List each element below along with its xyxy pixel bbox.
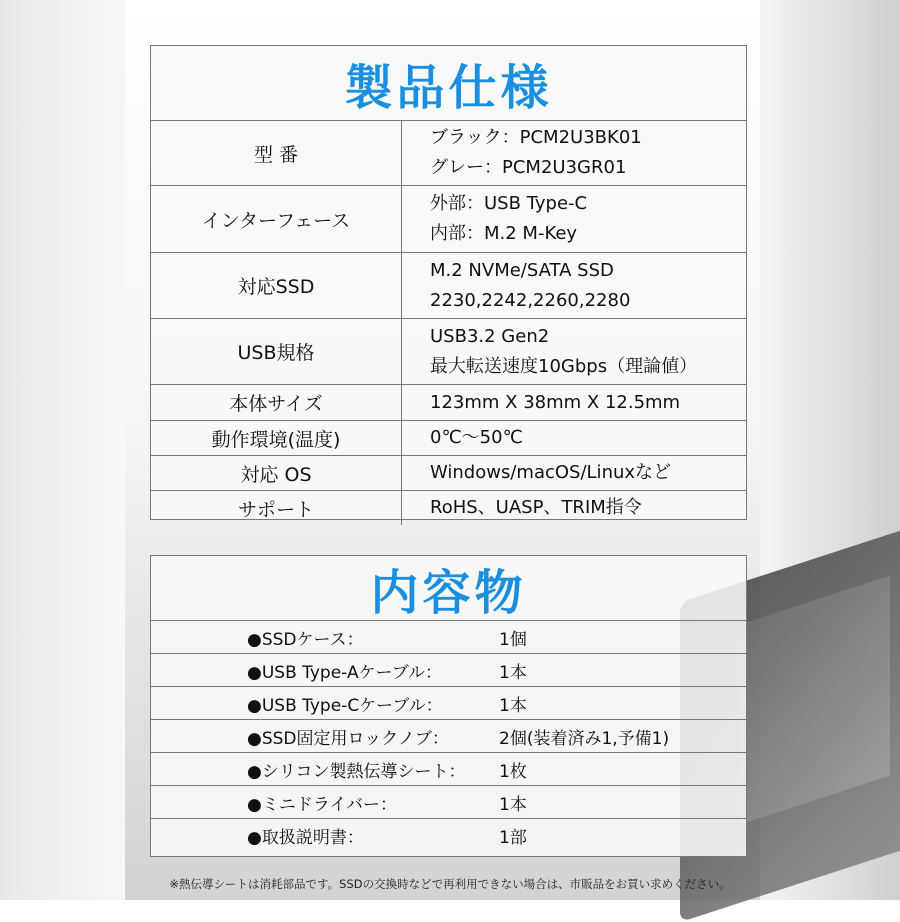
spec-table [150,45,747,520]
contents-item-quantity: 1本 [499,695,527,716]
contents-item-name: ●SSDケース： [247,629,364,650]
spec-rows [151,121,746,525]
spec-value [402,456,746,490]
spec-label: 本体サイズ [151,385,402,420]
spec-value-line: 123mm X 38mm X 12.5mm [430,391,681,413]
spec-title: 製品仕様 [344,59,553,116]
spec-value-line: USB3.2 Gen2 [430,325,550,347]
spec-label: 型 番 [151,121,402,185]
spec-value [402,385,746,420]
contents-item-quantity: 1本 [499,662,527,683]
spec-value [402,421,746,455]
spec-value-line: 最大転送速度10Gbps（理論値） [430,355,698,377]
spec-row [151,491,746,525]
contents-item-quantity: 1部 [499,827,527,848]
contents-table [150,555,747,857]
spec-value-line: 2230,2242,2260,2280 [430,289,631,311]
spec-value-line: RoHS、UASP、TRIM指令 [430,497,642,518]
spec-value [402,253,746,318]
spec-label: サポート [151,491,402,525]
spec-value [402,319,746,384]
spec-value-line: Windows/macOS/Linuxなど [430,462,672,483]
contents-item [151,753,746,786]
spec-row [151,456,746,491]
contents-item-quantity: 1枚 [499,761,527,782]
spec-value [402,491,746,525]
spec-title-row [151,46,746,121]
spec-row [151,121,746,186]
contents-rows [151,621,746,851]
background-left [0,0,125,900]
contents-item-quantity: 1本 [499,794,527,815]
contents-item [151,621,746,654]
spec-value [402,186,746,252]
spec-value-line: 0℃～50℃ [430,427,523,448]
contents-item-name: ●ミニドライバー： [247,794,397,815]
spec-row [151,319,746,385]
spec-row [151,186,746,253]
contents-item [151,786,746,819]
contents-item [151,687,746,720]
spec-value-line: 外部：USB Type-C [430,193,588,214]
contents-item-name: ●シリコン製熱伝導シート： [247,761,466,782]
contents-item-name: ●SSD固定用ロックノブ： [247,728,449,749]
spec-row [151,253,746,319]
contents-item-name: ●取扱説明書： [247,827,364,848]
spec-label: 対応SSD [151,253,402,318]
spec-label: インターフェース [151,186,402,252]
spec-row [151,385,746,421]
contents-item-quantity: 2個(装着済み1,予備1) [499,728,670,749]
spec-value-line: ブラック：PCM2U3BK01 [430,127,642,148]
contents-title-row [151,556,746,621]
contents-item-name: ●USB Type-Aケーブル： [247,662,443,683]
contents-item-quantity: 1個 [499,629,527,650]
contents-title: 内容物 [370,564,527,621]
footnote: ※熱伝導シートは消耗部品です。SSDの交換時などで再利用できない場合は、市販品をお買い求めください。 [169,877,731,891]
contents-item [151,819,746,851]
spec-value-line: 内部：M.2 M-Key [430,223,578,244]
spec-label: 動作環境(温度) [151,421,402,455]
spec-row [151,421,746,456]
spec-label: USB規格 [151,319,402,384]
spec-value [402,121,746,185]
spec-value-line: M.2 NVMe/SATA SSD [430,259,614,281]
contents-item [151,720,746,753]
spec-label: 対応 OS [151,456,402,490]
contents-item [151,654,746,687]
spec-value-line: グレー：PCM2U3GR01 [430,157,627,178]
contents-item-name: ●USB Type-Cケーブル： [247,695,443,716]
